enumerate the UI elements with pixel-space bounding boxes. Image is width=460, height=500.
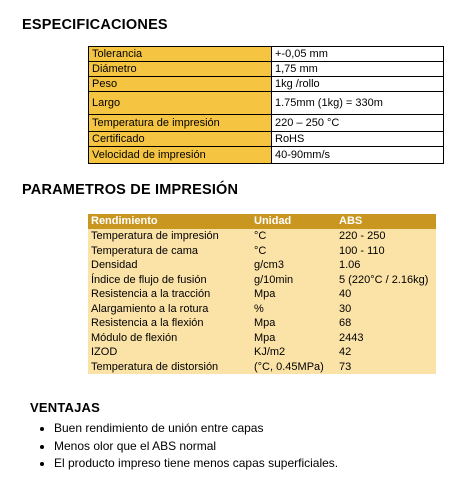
param-name: Módulo de flexión (88, 331, 251, 346)
list-item: • Buen rendimiento de unión entre capas (54, 420, 338, 438)
spec-value: RoHS (272, 132, 444, 147)
param-value: 2443 (336, 331, 436, 346)
table-row (89, 115, 444, 132)
param-unit: % (251, 302, 336, 317)
spec-value: 1.75mm (1kg) = 330m (272, 92, 444, 115)
table-row (89, 47, 444, 62)
table-row (89, 62, 444, 77)
table-row (88, 244, 436, 259)
column-header: ABS (336, 214, 436, 229)
table-row (88, 331, 436, 346)
param-unit: KJ/m2 (251, 345, 336, 360)
spec-value: 220 – 250 °C (272, 115, 444, 132)
param-name: Resistencia a la tracción (88, 287, 251, 302)
params-title: PARAMETROS DE IMPRESIÓN (22, 182, 239, 198)
param-unit: (°C, 0.45MPa) (251, 360, 336, 375)
param-name: Densidad (88, 258, 251, 273)
param-name: Alargamiento a la rotura (88, 302, 251, 317)
table-row (89, 92, 444, 115)
table-row (88, 258, 436, 273)
spec-value: +-0,05 mm (272, 47, 444, 62)
advantages-list (36, 420, 338, 473)
table-row (88, 345, 436, 360)
param-value: 73 (336, 360, 436, 375)
param-name: Índice de flujo de fusión (88, 273, 251, 288)
param-unit: Mpa (251, 287, 336, 302)
param-value: 68 (336, 316, 436, 331)
param-value: 30 (336, 302, 436, 317)
specs-title: ESPECIFICACIONES (22, 17, 168, 33)
table-row (88, 302, 436, 317)
param-value: 42 (336, 345, 436, 360)
param-value: 220 - 250 (336, 229, 436, 244)
spec-label: Temperatura de impresión (89, 115, 272, 132)
column-header: Unidad (251, 214, 336, 229)
list-item: • El producto impreso tiene menos capas superficiales. (54, 455, 338, 473)
table-header-row (88, 214, 436, 229)
param-unit: Mpa (251, 316, 336, 331)
column-header: Rendimiento (88, 214, 251, 229)
spec-value: 1,75 mm (272, 62, 444, 77)
param-unit: g/10min (251, 273, 336, 288)
params-table (88, 214, 436, 374)
table-row (88, 287, 436, 302)
spec-label: Diámetro (89, 62, 272, 77)
param-name: Resistencia a la flexión (88, 316, 251, 331)
spec-value: 1kg /rollo (272, 77, 444, 92)
param-unit: Mpa (251, 331, 336, 346)
spec-label: Tolerancia (89, 47, 272, 62)
param-value: 1.06 (336, 258, 436, 273)
param-value: 40 (336, 287, 436, 302)
spec-label: Certificado (89, 132, 272, 147)
specs-table (88, 46, 444, 164)
param-name: Temperatura de impresión (88, 229, 251, 244)
table-row (89, 132, 444, 147)
table-row (88, 316, 436, 331)
spec-label: Peso (89, 77, 272, 92)
table-row (89, 147, 444, 164)
param-unit: g/cm3 (251, 258, 336, 273)
table-row (89, 77, 444, 92)
param-value: 100 - 110 (336, 244, 436, 259)
table-row (88, 273, 436, 288)
param-unit: °C (251, 244, 336, 259)
spec-label: Largo (89, 92, 272, 115)
param-value: 5 (220°C / 2.16kg) (336, 273, 436, 288)
param-name: Temperatura de cama (88, 244, 251, 259)
spec-label: Velocidad de impresión (89, 147, 272, 164)
table-row (88, 229, 436, 244)
param-unit: °C (251, 229, 336, 244)
advantages-title: VENTAJAS (30, 400, 100, 415)
param-name: Temperatura de distorsión (88, 360, 251, 375)
table-row (88, 360, 436, 375)
spec-value: 40-90mm/s (272, 147, 444, 164)
list-item: • Menos olor que el ABS normal (54, 438, 338, 456)
param-name: IZOD (88, 345, 251, 360)
